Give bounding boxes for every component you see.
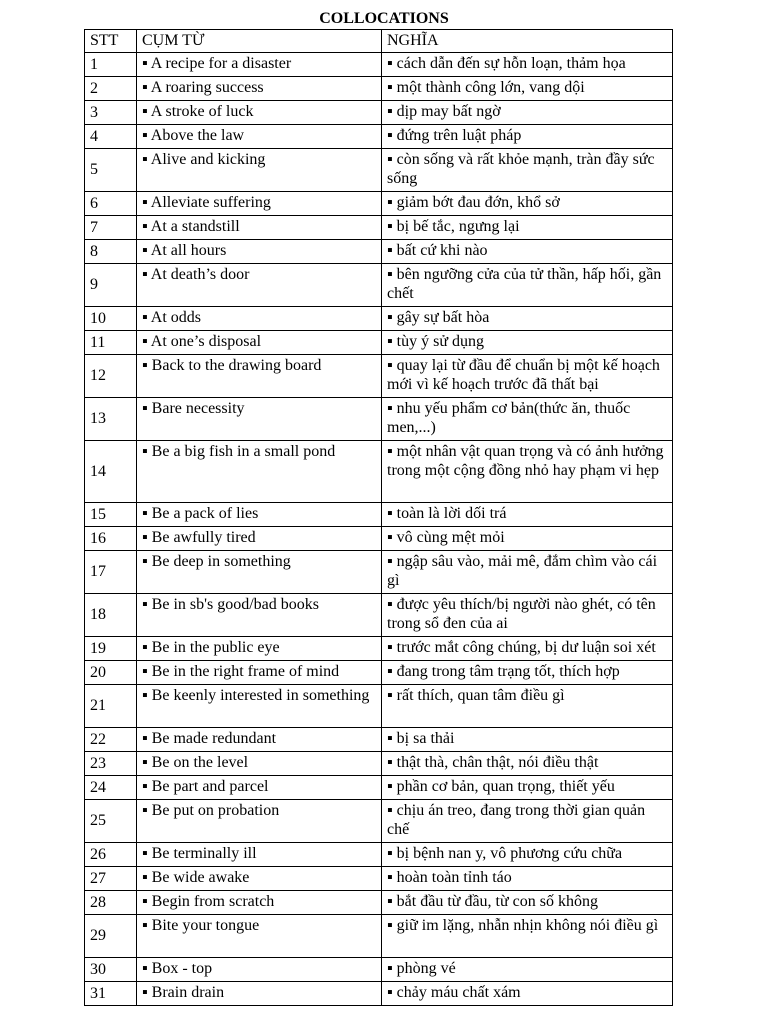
row-number: 24 xyxy=(85,776,137,800)
row-meaning: ▪ đang trong tâm trạng tốt, thích hợp xyxy=(382,661,673,685)
header-phrase: CỤM TỪ xyxy=(137,30,382,53)
row-number: 16 xyxy=(85,527,137,551)
table-row xyxy=(85,101,673,125)
table-row xyxy=(85,149,673,192)
table-row xyxy=(85,891,673,915)
row-meaning: ▪ chịu án treo, đang trong thời gian quản chế xyxy=(382,800,673,843)
row-phrase: ▪ Alive and kicking xyxy=(137,149,382,192)
table-row xyxy=(85,216,673,240)
row-meaning: ▪ gây sự bất hòa xyxy=(382,307,673,331)
table-row xyxy=(85,594,673,637)
table-body xyxy=(85,53,673,1006)
row-number: 25 xyxy=(85,800,137,843)
table-row xyxy=(85,637,673,661)
table-row xyxy=(85,125,673,149)
row-meaning: ▪ phần cơ bản, quan trọng, thiết yếu xyxy=(382,776,673,800)
collocations-table xyxy=(84,29,673,1006)
row-number: 9 xyxy=(85,264,137,307)
row-meaning: ▪ dịp may bất ngờ xyxy=(382,101,673,125)
row-phrase: ▪ Be in the public eye xyxy=(137,637,382,661)
row-phrase: ▪ At odds xyxy=(137,307,382,331)
row-number: 3 xyxy=(85,101,137,125)
row-meaning: ▪ bị bệnh nan y, vô phương cứu chữa xyxy=(382,843,673,867)
row-phrase: ▪ Bite your tongue xyxy=(137,915,382,958)
row-number: 23 xyxy=(85,752,137,776)
row-phrase: ▪ A recipe for a disaster xyxy=(137,53,382,77)
row-phrase: ▪ Be on the level xyxy=(137,752,382,776)
row-number: 19 xyxy=(85,637,137,661)
table-row xyxy=(85,551,673,594)
row-meaning: ▪ một nhân vật quan trọng và có ảnh hưởng trong một cộng đồng nhỏ hay phạm vi hẹp xyxy=(382,441,673,503)
row-meaning: ▪ tùy ý sử dụng xyxy=(382,331,673,355)
row-meaning: ▪ ngập sâu vào, mải mê, đắm chìm vào cái gì xyxy=(382,551,673,594)
table-row xyxy=(85,503,673,527)
header-stt: STT xyxy=(85,30,137,53)
row-number: 26 xyxy=(85,843,137,867)
row-meaning: ▪ thật thà, chân thật, nói điều thật xyxy=(382,752,673,776)
header-meaning: NGHĨA xyxy=(382,30,673,53)
row-meaning: ▪ vô cùng mệt mỏi xyxy=(382,527,673,551)
row-phrase: ▪ Be wide awake xyxy=(137,867,382,891)
row-number: 18 xyxy=(85,594,137,637)
row-number: 15 xyxy=(85,503,137,527)
table-row xyxy=(85,958,673,982)
row-number: 7 xyxy=(85,216,137,240)
row-phrase: ▪ Be a pack of lies xyxy=(137,503,382,527)
row-number: 10 xyxy=(85,307,137,331)
row-number: 28 xyxy=(85,891,137,915)
row-meaning: ▪ được yêu thích/bị người nào ghét, có tên trong sổ đen của ai xyxy=(382,594,673,637)
row-meaning: ▪ quay lại từ đầu để chuẩn bị một kế hoạch mới vì kế hoạch trước đã thất bại xyxy=(382,355,673,398)
page-title: COLLOCATIONS xyxy=(319,10,449,27)
table-row xyxy=(85,355,673,398)
row-phrase: ▪ At one’s disposal xyxy=(137,331,382,355)
table-row xyxy=(85,776,673,800)
table-row xyxy=(85,307,673,331)
row-number: 6 xyxy=(85,192,137,216)
row-phrase: ▪ Be made redundant xyxy=(137,728,382,752)
row-meaning: ▪ toàn là lời dối trá xyxy=(382,503,673,527)
row-phrase: ▪ Be deep in something xyxy=(137,551,382,594)
row-number: 8 xyxy=(85,240,137,264)
table-row xyxy=(85,800,673,843)
row-phrase: ▪ At death’s door xyxy=(137,264,382,307)
row-meaning: ▪ bị bế tắc, ngưng lại xyxy=(382,216,673,240)
row-meaning: ▪ đứng trên luật pháp xyxy=(382,125,673,149)
row-phrase: ▪ Be in sb's good/bad books xyxy=(137,594,382,637)
row-number: 22 xyxy=(85,728,137,752)
row-phrase: ▪ Bare necessity xyxy=(137,398,382,441)
table-row xyxy=(85,398,673,441)
table-header-row xyxy=(85,30,673,53)
row-number: 1 xyxy=(85,53,137,77)
table-row xyxy=(85,728,673,752)
row-meaning: ▪ hoàn toàn tỉnh táo xyxy=(382,867,673,891)
row-meaning: ▪ bên ngưỡng cửa của tử thần, hấp hối, gần chết xyxy=(382,264,673,307)
row-number: 21 xyxy=(85,685,137,728)
table-row xyxy=(85,915,673,958)
row-phrase: ▪ At all hours xyxy=(137,240,382,264)
row-phrase: ▪ Be awfully tired xyxy=(137,527,382,551)
row-phrase: ▪ A roaring success xyxy=(137,77,382,101)
row-meaning: ▪ trước mắt công chúng, bị dư luận soi xét xyxy=(382,637,673,661)
row-number: 11 xyxy=(85,331,137,355)
row-number: 31 xyxy=(85,982,137,1006)
row-phrase: ▪ Back to the drawing board xyxy=(137,355,382,398)
row-meaning: ▪ nhu yếu phẩm cơ bản(thức ăn, thuốc men,...) xyxy=(382,398,673,441)
table-row xyxy=(85,240,673,264)
row-phrase: ▪ A stroke of luck xyxy=(137,101,382,125)
row-meaning: ▪ rất thích, quan tâm điều gì xyxy=(382,685,673,728)
row-number: 2 xyxy=(85,77,137,101)
table-row xyxy=(85,441,673,503)
row-meaning: ▪ một thành công lớn, vang dội xyxy=(382,77,673,101)
row-meaning: ▪ giữ im lặng, nhẫn nhịn không nói điều gì xyxy=(382,915,673,958)
table-row xyxy=(85,527,673,551)
row-number: 27 xyxy=(85,867,137,891)
row-number: 13 xyxy=(85,398,137,441)
row-phrase: ▪ Alleviate suffering xyxy=(137,192,382,216)
row-meaning: ▪ giảm bớt đau đớn, khổ sở xyxy=(382,192,673,216)
row-phrase: ▪ Above the law xyxy=(137,125,382,149)
row-phrase: ▪ Be in the right frame of mind xyxy=(137,661,382,685)
row-number: 4 xyxy=(85,125,137,149)
row-phrase: ▪ Brain drain xyxy=(137,982,382,1006)
row-phrase: ▪ Begin from scratch xyxy=(137,891,382,915)
row-meaning: ▪ phòng vé xyxy=(382,958,673,982)
row-meaning: ▪ bắt đầu từ đầu, từ con số không xyxy=(382,891,673,915)
table-row xyxy=(85,661,673,685)
row-phrase: ▪ Be terminally ill xyxy=(137,843,382,867)
row-number: 30 xyxy=(85,958,137,982)
table-row xyxy=(85,843,673,867)
row-phrase: ▪ At a standstill xyxy=(137,216,382,240)
row-phrase: ▪ Box - top xyxy=(137,958,382,982)
row-number: 29 xyxy=(85,915,137,958)
row-meaning: ▪ chảy máu chất xám xyxy=(382,982,673,1006)
table-row xyxy=(85,982,673,1006)
table-row xyxy=(85,77,673,101)
row-meaning: ▪ còn sống và rất khỏe mạnh, tràn đầy sức sống xyxy=(382,149,673,192)
row-phrase: ▪ Be part and parcel xyxy=(137,776,382,800)
table-row xyxy=(85,192,673,216)
row-phrase: ▪ Be keenly interested in something xyxy=(137,685,382,728)
table-row xyxy=(85,264,673,307)
table-row xyxy=(85,53,673,77)
table-row xyxy=(85,331,673,355)
row-number: 17 xyxy=(85,551,137,594)
table-row xyxy=(85,685,673,728)
row-number: 12 xyxy=(85,355,137,398)
row-meaning: ▪ cách dẫn đến sự hỗn loạn, thảm họa xyxy=(382,53,673,77)
row-phrase: ▪ Be put on probation xyxy=(137,800,382,843)
row-meaning: ▪ bất cứ khi nào xyxy=(382,240,673,264)
table-row xyxy=(85,752,673,776)
row-number: 5 xyxy=(85,149,137,192)
row-phrase: ▪ Be a big fish in a small pond xyxy=(137,441,382,503)
row-number: 14 xyxy=(85,441,137,503)
row-number: 20 xyxy=(85,661,137,685)
table-row xyxy=(85,867,673,891)
row-meaning: ▪ bị sa thải xyxy=(382,728,673,752)
